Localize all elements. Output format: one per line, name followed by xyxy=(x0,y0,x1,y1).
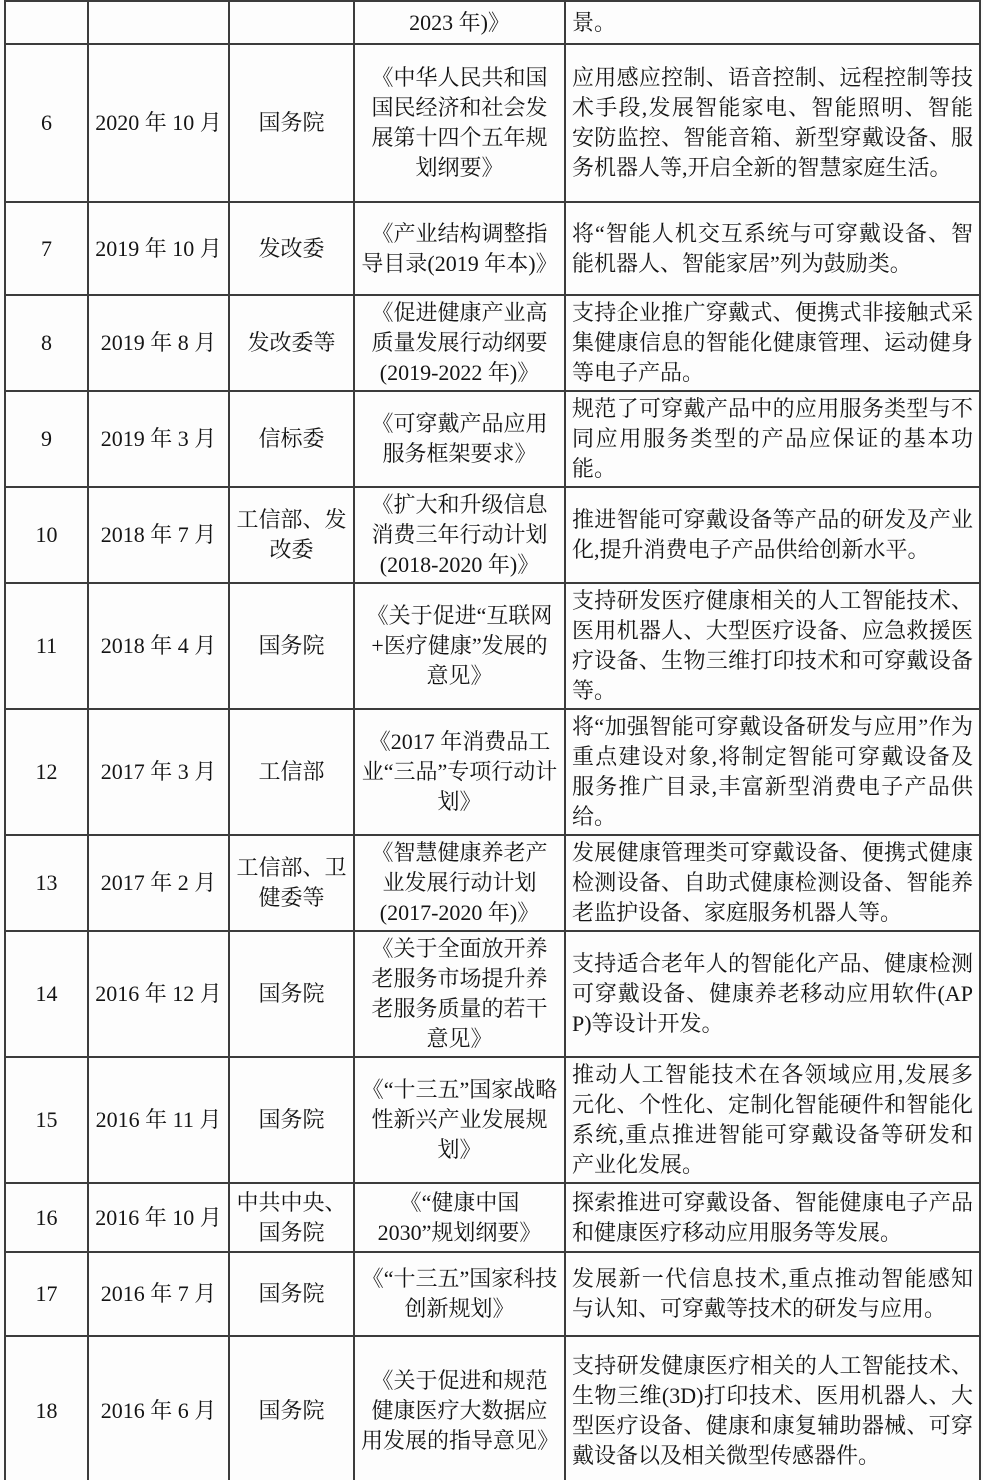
cell-agency xyxy=(229,1,354,44)
table-row xyxy=(5,1057,980,1183)
cell-main-content: 规范了可穿戴产品中的应用服务类型与不同应用服务类型的产品应保证的基本功能。 xyxy=(565,391,980,487)
cell-no: 14 xyxy=(5,931,88,1057)
cell-agency: 国务院 xyxy=(229,44,354,202)
policy-table xyxy=(4,0,981,1480)
cell-agency: 工信部 xyxy=(229,709,354,835)
cell-agency: 工信部、发改委 xyxy=(229,487,354,583)
cell-agency: 国务院 xyxy=(229,1057,354,1183)
cell-agency: 国务院 xyxy=(229,1252,354,1336)
cell-policy-name: 《产业结构调整指导目录(2019 年本)》 xyxy=(354,202,565,295)
policy-table-body xyxy=(5,1,980,1480)
cell-agency: 发改委等 xyxy=(229,295,354,391)
cell-no: 10 xyxy=(5,487,88,583)
cell-agency: 国务院 xyxy=(229,1336,354,1480)
cell-no: 16 xyxy=(5,1183,88,1252)
cell-policy-name: 《关于全面放开养老服务市场提升养老服务质量的若干意见》 xyxy=(354,931,565,1057)
cell-policy-name: 《2017 年消费品工业“三品”专项行动计划》 xyxy=(354,709,565,835)
cell-policy-name: 《促进健康产业高质量发展行动纲要(2019-2022 年)》 xyxy=(354,295,565,391)
cell-main-content: 探索推进可穿戴设备、智能健康电子产品和健康医疗移动应用服务等发展。 xyxy=(565,1183,980,1252)
cell-main-content: 支持研发医疗健康相关的人工智能技术、医用机器人、大型医疗设备、应急救援医疗设备、生物三维打印技术和可穿戴设备等。 xyxy=(565,583,980,709)
cell-main-content: 推动人工智能技术在各领域应用,发展多元化、个性化、定制化智能硬件和智能化系统,重点推进智能可穿戴设备等研发和产业化发展。 xyxy=(565,1057,980,1183)
cell-policy-name: 《智慧健康养老产业发展行动计划(2017-2020 年)》 xyxy=(354,835,565,931)
cell-no: 18 xyxy=(5,1336,88,1480)
cell-main-content: 推进智能可穿戴设备等产品的研发及产业化,提升消费电子产品供给创新水平。 xyxy=(565,487,980,583)
cell-date xyxy=(88,1,229,44)
cell-main-content: 支持企业推广穿戴式、便携式非接触式采集健康信息的智能化健康管理、运动健身等电子产品。 xyxy=(565,295,980,391)
cell-main-content: 支持适合老年人的智能化产品、健康检测可穿戴设备、健康养老移动应用软件(APP)等设计开发。 xyxy=(565,931,980,1057)
cell-policy-name: 《可穿戴产品应用服务框架要求》 xyxy=(354,391,565,487)
cell-agency: 信标委 xyxy=(229,391,354,487)
cell-date: 2017 年 3 月 xyxy=(88,709,229,835)
table-row xyxy=(5,391,980,487)
table-row-carryover xyxy=(5,1,980,44)
cell-date: 2016 年 12 月 xyxy=(88,931,229,1057)
cell-date: 2020 年 10 月 xyxy=(88,44,229,202)
cell-main-content: 应用感应控制、语音控制、远程控制等技术手段,发展智能家电、智能照明、智能安防监控、智能音箱、新型穿戴设备、服务机器人等,开启全新的智慧家庭生活。 xyxy=(565,44,980,202)
cell-main-content: 支持研发健康医疗相关的人工智能技术、生物三维(3D)打印技术、医用机器人、大型医疗设备、健康和康复辅助器械、可穿戴设备以及相关微型传感器件。 xyxy=(565,1336,980,1480)
table-row xyxy=(5,487,980,583)
table-row xyxy=(5,931,980,1057)
cell-main-content: 发展新一代信息技术,重点推动智能感知与认知、可穿戴等技术的研发与应用。 xyxy=(565,1252,980,1336)
cell-date: 2019 年 3 月 xyxy=(88,391,229,487)
table-row xyxy=(5,295,980,391)
cell-no: 7 xyxy=(5,202,88,295)
table-row xyxy=(5,835,980,931)
cell-policy-name: 《关于促进“互联网+医疗健康”发展的意见》 xyxy=(354,583,565,709)
cell-agency: 中共中央、国务院 xyxy=(229,1183,354,1252)
cell-date: 2019 年 8 月 xyxy=(88,295,229,391)
table-row xyxy=(5,202,980,295)
cell-date: 2016 年 7 月 xyxy=(88,1252,229,1336)
cell-main-content: 景。 xyxy=(565,1,980,44)
cell-date: 2019 年 10 月 xyxy=(88,202,229,295)
table-row xyxy=(5,709,980,835)
cell-main-content: 将“智能人机交互系统与可穿戴设备、智能机器人、智能家居”列为鼓励类。 xyxy=(565,202,980,295)
cell-no: 9 xyxy=(5,391,88,487)
cell-main-content: 发展健康管理类可穿戴设备、便携式健康检测设备、自助式健康检测设备、智能养老监护设备、家庭服务机器人等。 xyxy=(565,835,980,931)
cell-policy-name: 《扩大和升级信息消费三年行动计划(2018-2020 年)》 xyxy=(354,487,565,583)
cell-no: 15 xyxy=(5,1057,88,1183)
cell-policy-name: 《中华人民共和国国民经济和社会发展第十四个五年规划纲要》 xyxy=(354,44,565,202)
table-row xyxy=(5,1183,980,1252)
cell-agency: 工信部、卫健委等 xyxy=(229,835,354,931)
cell-no: 6 xyxy=(5,44,88,202)
cell-policy-name: 2023 年)》 xyxy=(354,1,565,44)
table-row xyxy=(5,1336,980,1480)
cell-date: 2018 年 4 月 xyxy=(88,583,229,709)
cell-date: 2018 年 7 月 xyxy=(88,487,229,583)
cell-no: 8 xyxy=(5,295,88,391)
cell-date: 2016 年 11 月 xyxy=(88,1057,229,1183)
cell-no: 12 xyxy=(5,709,88,835)
table-row xyxy=(5,583,980,709)
table-row xyxy=(5,1252,980,1336)
cell-no: 11 xyxy=(5,583,88,709)
cell-date: 2016 年 10 月 xyxy=(88,1183,229,1252)
cell-policy-name: 《关于促进和规范健康医疗大数据应用发展的指导意见》 xyxy=(354,1336,565,1480)
cell-no: 17 xyxy=(5,1252,88,1336)
cell-no xyxy=(5,1,88,44)
table-row xyxy=(5,44,980,202)
cell-date: 2016 年 6 月 xyxy=(88,1336,229,1480)
cell-main-content: 将“加强智能可穿戴设备研发与应用”作为重点建设对象,将制定智能可穿戴设备及服务推广目录,丰富新型消费电子产品供给。 xyxy=(565,709,980,835)
cell-policy-name: 《“十三五”国家战略性新兴产业发展规划》 xyxy=(354,1057,565,1183)
cell-agency: 发改委 xyxy=(229,202,354,295)
cell-policy-name: 《“健康中国 2030”规划纲要》 xyxy=(354,1183,565,1252)
cell-no: 13 xyxy=(5,835,88,931)
cell-agency: 国务院 xyxy=(229,583,354,709)
cell-date: 2017 年 2 月 xyxy=(88,835,229,931)
cell-policy-name: 《“十三五”国家科技创新规划》 xyxy=(354,1252,565,1336)
cell-agency: 国务院 xyxy=(229,931,354,1057)
